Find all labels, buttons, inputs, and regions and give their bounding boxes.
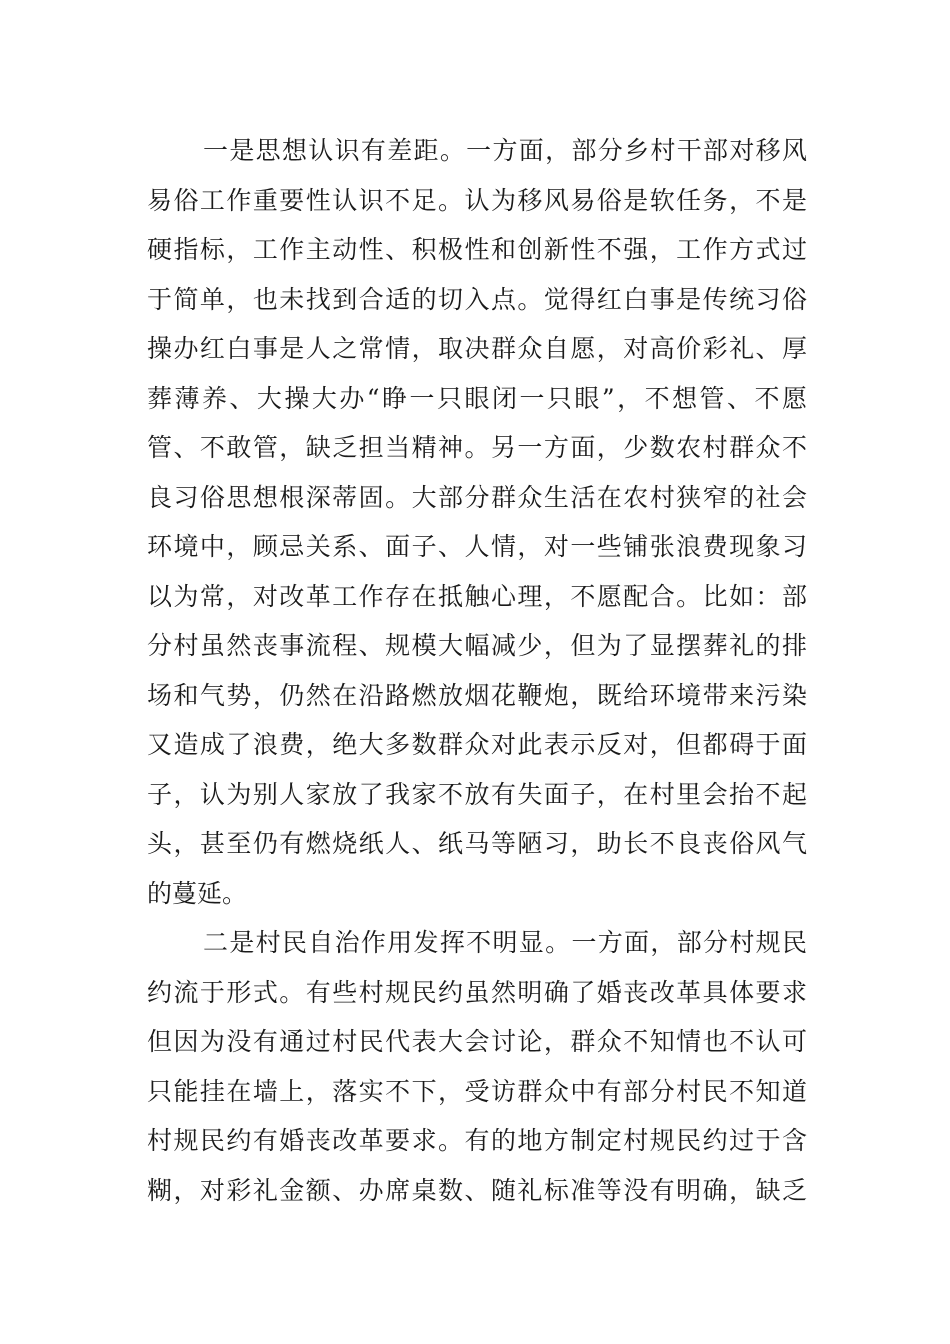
text-line: 管、不敢管，缺乏担当精神。另一方面，少数农村群众不 <box>147 433 807 462</box>
text-line: 葬薄养、大操大办“睁一只眼闭一只眼”，不想管、不愿 <box>147 383 807 413</box>
text-line: 二是村民自治作用发挥不明显。一方面，部分村规民 <box>203 928 807 957</box>
text-line: 子，认为别人家放了我家不放有失面子，在村里会抬不起 <box>147 779 807 809</box>
text-line: 只能挂在墙上，落实不下，受访群众中有部分村民不知道 <box>147 1076 807 1106</box>
body-text <box>147 126 807 1215</box>
paragraph-2 <box>147 918 807 1215</box>
text-line: 一是思想认识有差距。一方面，部分乡村干部对移风 <box>203 136 807 165</box>
text-line: 场和气势，仍然在沿路燃放烟花鞭炮，既给环境带来污染 <box>147 680 807 710</box>
text-line: 易俗工作重要性认识不足。认为移风易俗是软任务，不是 <box>147 185 807 215</box>
text-line: 于简单，也未找到合适的切入点。觉得红白事是传统习俗 <box>147 284 807 314</box>
text-line: 约流于形式。有些村规民约虽然明确了婚丧改革具体要求 <box>147 977 807 1007</box>
text-line: 村规民约有婚丧改革要求。有的地方制定村规民约过于含 <box>147 1126 807 1155</box>
text-line: 良习俗思想根深蒂固。大部分群众生活在农村狭窄的社会 <box>147 482 807 512</box>
text-line: 操办红白事是人之常情，取决群众自愿，对高价彩礼、厚 <box>147 334 807 363</box>
text-line: 分村虽然丧事流程、规模大幅减少，但为了显摆葬礼的排 <box>147 631 807 660</box>
text-line: 但因为没有通过村民代表大会讨论，群众不知情也不认可 <box>147 1027 807 1056</box>
text-line: 的蔓延。 <box>147 878 248 908</box>
text-line: 以为常，对改革工作存在抵触心理，不愿配合。比如：部 <box>147 581 807 611</box>
text-line: 硬指标，工作主动性、积极性和创新性不强，工作方式过 <box>147 235 807 264</box>
text-line: 头，甚至仍有燃烧纸人、纸马等陋习，助长不良丧俗风气 <box>147 829 807 858</box>
paragraph-1 <box>147 126 807 918</box>
text-line: 又造成了浪费，绝大多数群众对此表示反对，但都碍于面 <box>147 730 807 759</box>
text-line: 环境中，顾忌关系、面子、人情，对一些铺张浪费现象习 <box>147 532 807 561</box>
text-line: 糊，对彩礼金额、办席桌数、随礼标准等没有明确，缺乏 <box>147 1175 807 1205</box>
